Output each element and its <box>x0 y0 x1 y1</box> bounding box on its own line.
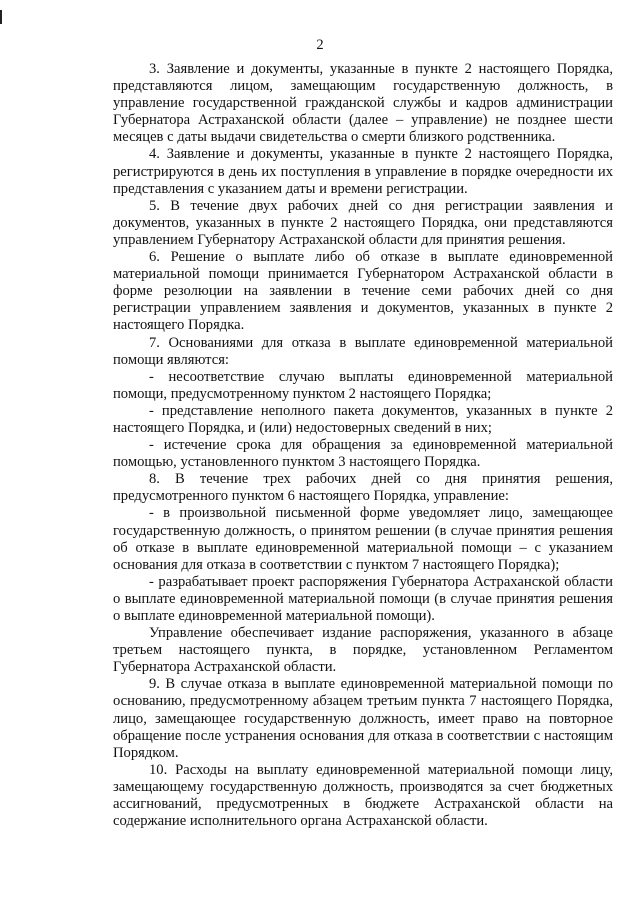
paragraph-item-5: 5. В течение двух рабочих дней со дня регистрации заявления и документов, указанных в пункте 2 настоящего Порядка, они представляются управлением Губернатору Астраханской области для принятия решения. <box>113 197 613 248</box>
paragraph-item-6: 6. Решение о выплате либо об отказе в выплате единовременной материальной помощи принимается Губернатором Астраханской области в форме резолюции на заявлении в течение семи рабочих дней со дня регистрации управлением заявления и документов, указанных в пункте 2 настоящего Порядка. <box>113 249 613 334</box>
paragraph-item-7: 7. Основаниями для отказа в выплате единовременной материальной помощи являются: <box>113 334 613 368</box>
paragraph-item-10: 10. Расходы на выплату единовременной материальной помощи лицу, замещающему государственную должность, производятся за счет бюджетных ассигнований, предусмотренных в бюджете Астраханской области на содержание исполнительного органа Астраханской области. <box>113 761 613 830</box>
paragraph-item-3: 3. Заявление и документы, указанные в пункте 2 настоящего Порядка, представляются лицом, замещающим государственную должность, в управление государственной гражданской службы и кадров администрации Губернатора Астраханской области (далее – управление) не позднее шести месяцев с даты выдачи свидетельства о смерти близкого родственника. <box>113 61 613 146</box>
paragraph-item-8: 8. В течение трех рабочих дней со дня принятия решения, предусмотренного пунктом 6 настоящего Порядка, управление: <box>113 471 613 505</box>
paragraph-item-9: 9. В случае отказа в выплате единовременной материальной помощи по основанию, предусмотренному абзацем третьим пункта 7 настоящего Порядка, лицо, замещающее государственную должность, имеет право на повторное обращение после устранения основания для отказа в соответствии с настоящим Порядком. <box>113 676 613 761</box>
refusal-ground-2: - представление неполного пакета документов, указанных в пункте 2 настоящего Порядка, и (или) недостоверных сведений в них; <box>113 402 613 436</box>
scan-edge-mark <box>0 10 2 24</box>
management-action-notify: - в произвольной письменной форме уведомляет лицо, замещающее государственную должность, о принятом решении (в случае принятия решения об отказе в выплате единовременной материальной помощи – с указанием основания для отказа в соответствии с пунктом 7 настоящего Порядка); <box>113 505 613 573</box>
page-number: 2 <box>316 37 324 53</box>
paragraph-item-4: 4. Заявление и документы, указанные в пункте 2 настоящего Порядка, регистрируются в день их поступления в управление в порядке очередности их представления с указанием даты и времени регистрации. <box>113 146 613 197</box>
management-action-draft-order: - разрабатывает проект распоряжения Губернатора Астраханской области о выплате единовременной материальной помощи (в случае принятия решения о выплате единовременной материальной помощи). <box>113 573 613 624</box>
refusal-ground-1: - несоответствие случаю выплаты единовременной материальной помощи, предусмотренному пунктом 2 настоящего Порядка; <box>113 368 613 402</box>
document-body <box>113 61 613 830</box>
refusal-ground-3: - истечение срока для обращения за единовременной материальной помощью, установленного пунктом 3 настоящего Порядка. <box>113 437 613 471</box>
management-order-issuance: Управление обеспечивает издание распоряжения, указанного в абзаце третьем настоящего пункта, в порядке, установленном Регламентом Губернатора Астраханской области. <box>113 625 613 676</box>
